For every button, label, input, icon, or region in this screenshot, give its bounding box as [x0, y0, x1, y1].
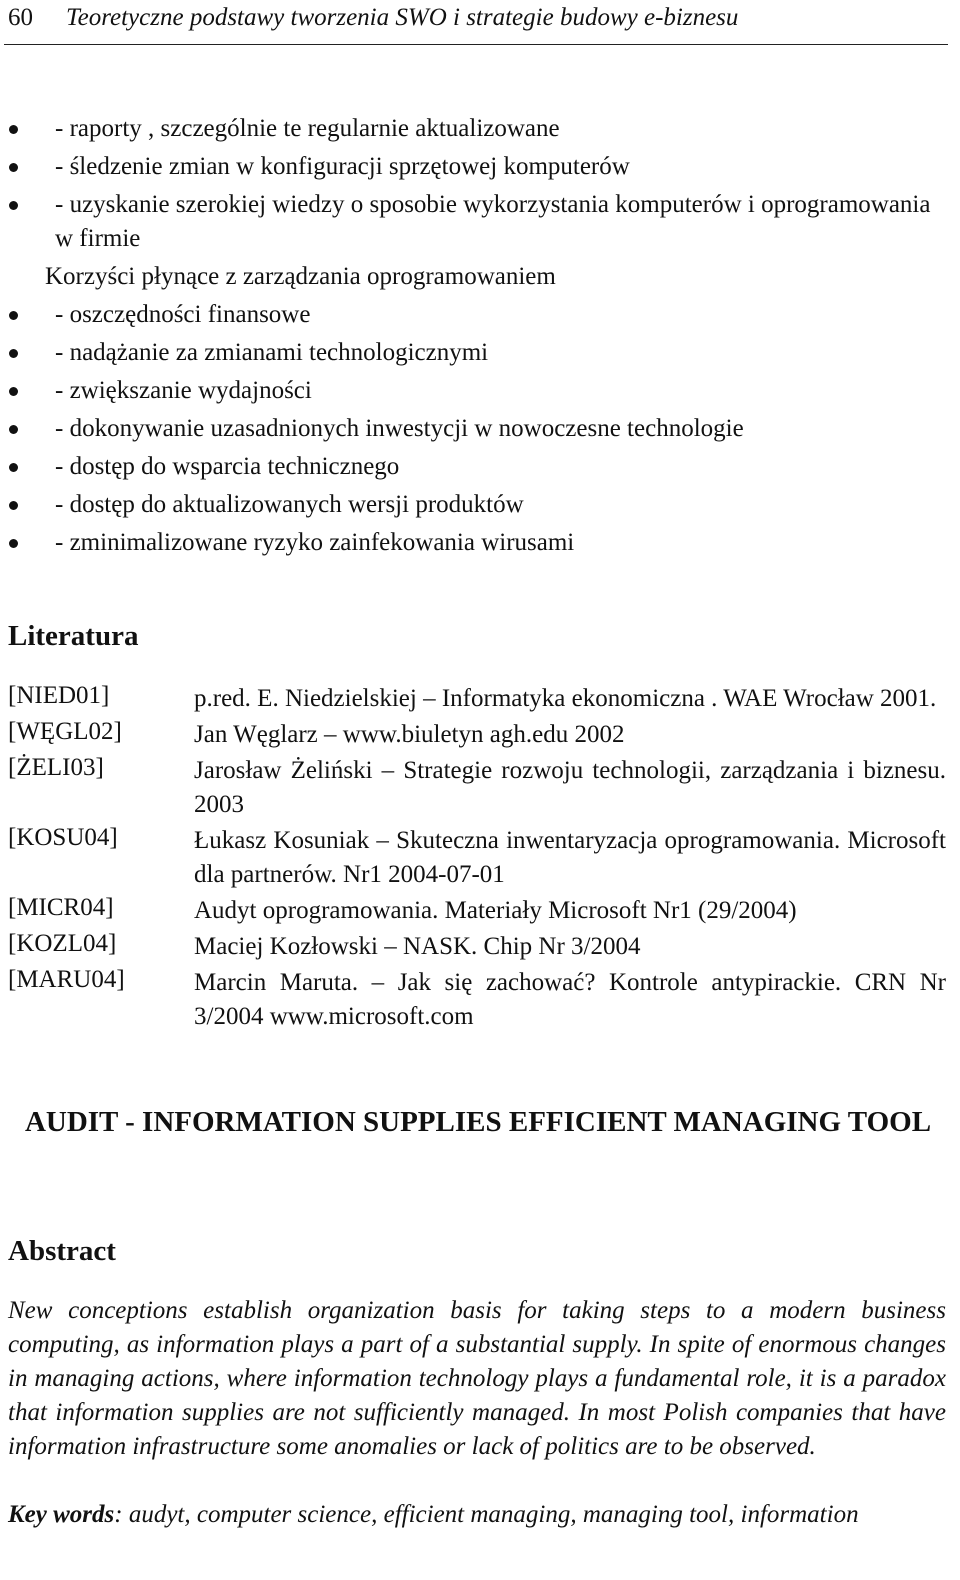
reference-entry	[8, 718, 946, 752]
reference-key: [ŻELI03]	[8, 754, 104, 781]
reference-entry	[8, 682, 946, 716]
reference-text: Audyt oprogramowania. Materiały Microsoft Nr1 (29/2004)	[194, 897, 797, 924]
reference-key: [KOSU04]	[8, 824, 118, 851]
reference-text: Maciej Kozłowski – NASK. Chip Nr 3/2004	[194, 933, 641, 960]
list-item: - dostęp do wsparcia technicznego	[0, 448, 950, 486]
keywords-text: : audyt, computer science, efficient managing, managing tool, information	[114, 1501, 859, 1528]
abstract-text: New conceptions establish organization basis for taking steps to a modern business computing, as information plays a part of a substantial supply. In spite of enormous changes in managing actions, where information technology plays a fundamental role, it is a paradox that information supplies are not sufficiently managed. In most Polish companies that have information infrastructure some anomalies or lack of politics are to be observed.	[8, 1297, 946, 1460]
literature-heading: Literatura	[8, 620, 139, 652]
running-title: Teoretyczne podstawy tworzenia SWO i strategie budowy e-biznesu	[66, 4, 739, 31]
reference-text: Jarosław Żeliński – Strategie rozwoju technologii, zarządzania i biznesu. 2003	[194, 757, 946, 818]
reference-key: [KOZL04]	[8, 930, 117, 957]
reference-text: p.red. E. Niedzielskiej – Informatyka ekonomiczna . WAE Wrocław 2001.	[194, 685, 937, 712]
keywords-label: Key words	[8, 1501, 115, 1528]
page-header	[4, 0, 948, 45]
reference-text: Marcin Maruta. – Jak się zachować? Kontrole antypirackie. CRN Nr 3/2004 www.microsoft.com	[194, 969, 946, 1030]
list-subheading: Korzyści płynące z zarządzania oprogramowaniem	[45, 263, 556, 290]
reference-key: [WĘGL02]	[8, 718, 122, 745]
reference-text: Jan Węglarz – www.biuletyn agh.edu 2002	[194, 721, 625, 748]
list-item: - śledzenie zmian w konfiguracji sprzętowej komputerów	[0, 148, 950, 186]
reference-entry	[8, 966, 946, 1034]
reference-text: Łukasz Kosuniak – Skuteczna inwentaryzacja oprogramowania. Microsoft dla partnerów. Nr1 2004-07-01	[194, 827, 946, 888]
page-number: 60	[8, 4, 33, 31]
list-item: - zwiększanie wydajności	[0, 372, 950, 410]
reference-list	[8, 682, 946, 1036]
abstract-heading: Abstract	[8, 1235, 116, 1267]
list-item: - dokonywanie uzasadnionych inwestycji w nowoczesne technologie	[0, 410, 950, 448]
list-item: - dostęp do aktualizowanych wersji produktów	[0, 486, 950, 524]
list-item	[0, 186, 950, 258]
list-item: - zminimalizowane ryzyko zainfekowania wirusami	[0, 524, 950, 562]
reference-entry	[8, 754, 946, 822]
reference-entry	[8, 824, 946, 892]
keywords-line	[8, 1498, 946, 1532]
list-item: - raporty , szczególnie te regularnie aktualizowane	[0, 110, 950, 148]
reference-key: [NIED01]	[8, 682, 110, 709]
reference-key: [MICR04]	[8, 894, 114, 921]
reference-key: [MARU04]	[8, 966, 125, 993]
list-item-text: - uzyskanie szerokiej wiedzy o sposobie wykorzystania komputerów i oprogramowania w firmie	[55, 191, 931, 252]
list-item: - oszczędności finansowe	[0, 296, 950, 334]
feature-list	[0, 110, 950, 562]
list-item: - nadążanie za zmianami technologicznymi	[0, 334, 950, 372]
reference-entry	[8, 930, 946, 964]
paper-title: AUDIT - INFORMATION SUPPLIES EFFICIENT MANAGING TOOL	[24, 1106, 932, 1138]
reference-entry	[8, 894, 946, 928]
